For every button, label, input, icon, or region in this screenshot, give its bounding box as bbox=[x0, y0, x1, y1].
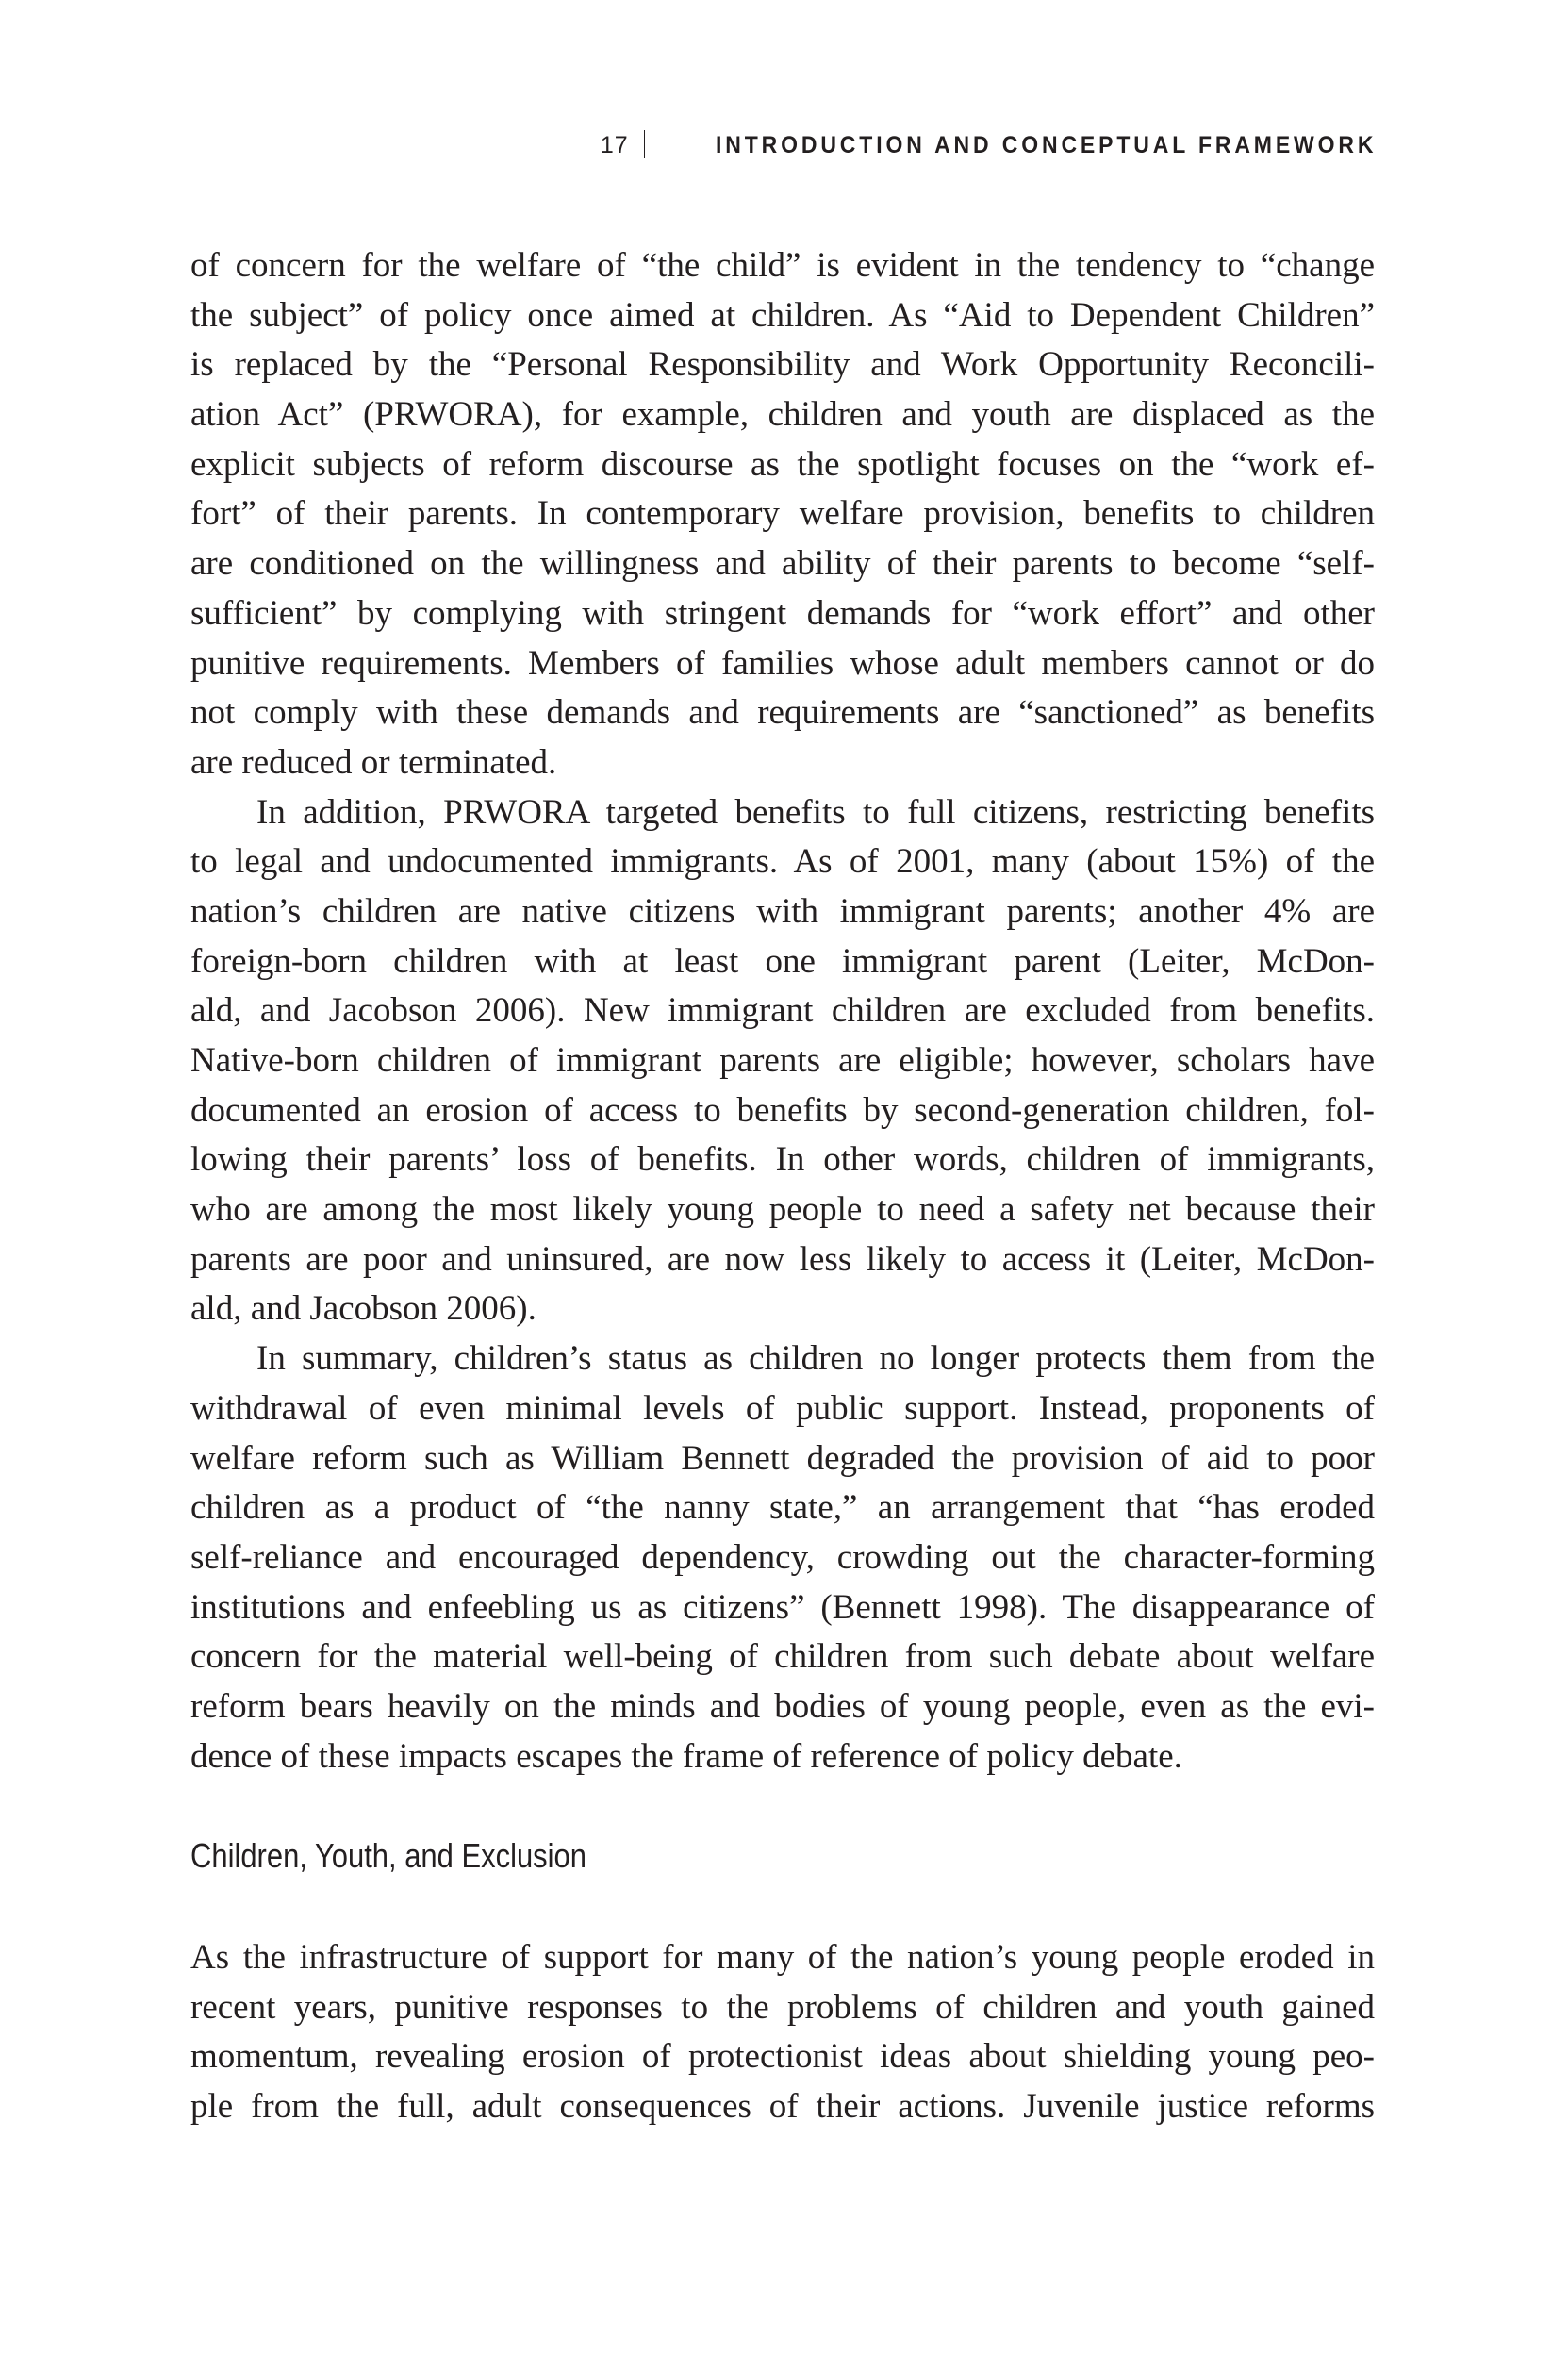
paragraph-first-line: In addition, PRWORA targeted benefits to full citizens, restricting benefits bbox=[256, 792, 1375, 832]
section-heading: Children, Youth, and Exclusion bbox=[190, 1836, 586, 1875]
body-text-section-1 bbox=[190, 241, 1375, 1782]
text-line: parents are poor and uninsured, are now less likely to access it (Leiter, McDon- bbox=[190, 1239, 1375, 1279]
text-line: punitive requirements. Members of families whose adult members cannot or do bbox=[190, 643, 1375, 683]
text-line: recent years, punitive responses to the problems of children and youth gained bbox=[190, 1987, 1375, 2027]
text-line: of concern for the welfare of “the child” is evident in the tendency to “change bbox=[190, 246, 1375, 285]
text-line: who are among the most likely young people to need a safety net because their bbox=[190, 1190, 1375, 1230]
text-line: children as a product of “the nanny state,” an arrangement that “has eroded bbox=[190, 1488, 1375, 1528]
text-line: foreign-born children with at least one immigrant parent (Leiter, McDon- bbox=[190, 941, 1375, 981]
text-line: lowing their parents’ loss of benefits. In other words, children of immigrants, bbox=[190, 1140, 1375, 1180]
paragraph-first-line: In summary, children’s status as children no longer protects them from the bbox=[256, 1339, 1375, 1379]
text-line: nation’s children are native citizens with immigrant parents; another 4% are bbox=[190, 891, 1375, 931]
text-line: is replaced by the “Personal Responsibility and Work Opportunity Reconcili- bbox=[190, 345, 1375, 385]
text-line: dence of these impacts escapes the frame of reference of policy debate. bbox=[190, 1736, 1182, 1776]
text-line: ald, and Jacobson 2006). bbox=[190, 1289, 536, 1329]
text-line: Native-born children of immigrant parents are eligible; however, scholars have bbox=[190, 1041, 1375, 1080]
text-line: explicit subjects of reform discourse as the spotlight focuses on the “work ef- bbox=[190, 444, 1375, 484]
text-line: concern for the material well-being of children from such debate about welfare bbox=[190, 1637, 1375, 1677]
running-head-title: INTRODUCTION AND CONCEPTUAL FRAMEWORK bbox=[715, 132, 1377, 158]
text-line: sufficient” by complying with stringent demands for “work effort” and other bbox=[190, 593, 1375, 633]
text-line: momentum, revealing erosion of protectionist ideas about shielding young peo- bbox=[190, 2037, 1375, 2077]
text-line: ald, and Jacobson 2006). New immigrant children are excluded from benefits. bbox=[190, 991, 1375, 1031]
text-line: to legal and undocumented immigrants. As of 2001, many (about 15%) of the bbox=[190, 842, 1375, 882]
running-head bbox=[189, 128, 1377, 162]
body-text-section-2 bbox=[190, 1933, 1375, 2132]
text-line: ation Act” (PRWORA), for example, children and youth are displaced as the bbox=[190, 395, 1375, 435]
text-line: self-reliance and encouraged dependency, crowding out the character-forming bbox=[190, 1537, 1375, 1577]
text-line: reform bears heavily on the minds and bodies of young people, even as the evi- bbox=[190, 1686, 1375, 1726]
text-line: withdrawal of even minimal levels of public support. Instead, proponents of bbox=[190, 1388, 1375, 1428]
text-line: not comply with these demands and requirements are “sanctioned” as benefits bbox=[190, 693, 1375, 733]
text-line: fort” of their parents. In contemporary welfare provision, benefits to children bbox=[190, 494, 1375, 534]
text-line: are reduced or terminated. bbox=[190, 742, 557, 782]
text-line: ple from the full, adult consequences of their actions. Juvenile justice reforms bbox=[190, 2087, 1375, 2127]
text-line: are conditioned on the willingness and ability of their parents to become “self- bbox=[190, 544, 1375, 584]
text-line: the subject” of policy once aimed at children. As “Aid to Dependent Children” bbox=[190, 295, 1375, 335]
text-line: documented an erosion of access to benefits by second-generation children, fol- bbox=[190, 1090, 1375, 1130]
text-line: welfare reform such as William Bennett degraded the provision of aid to poor bbox=[190, 1438, 1375, 1478]
text-line: As the infrastructure of support for many of the nation’s young people eroded in bbox=[190, 1938, 1375, 1977]
page-number: 17 bbox=[600, 132, 629, 158]
running-head-separator bbox=[644, 130, 645, 158]
text-line: institutions and enfeebling us as citizens” (Bennett 1998). The disappearance of bbox=[190, 1587, 1375, 1627]
